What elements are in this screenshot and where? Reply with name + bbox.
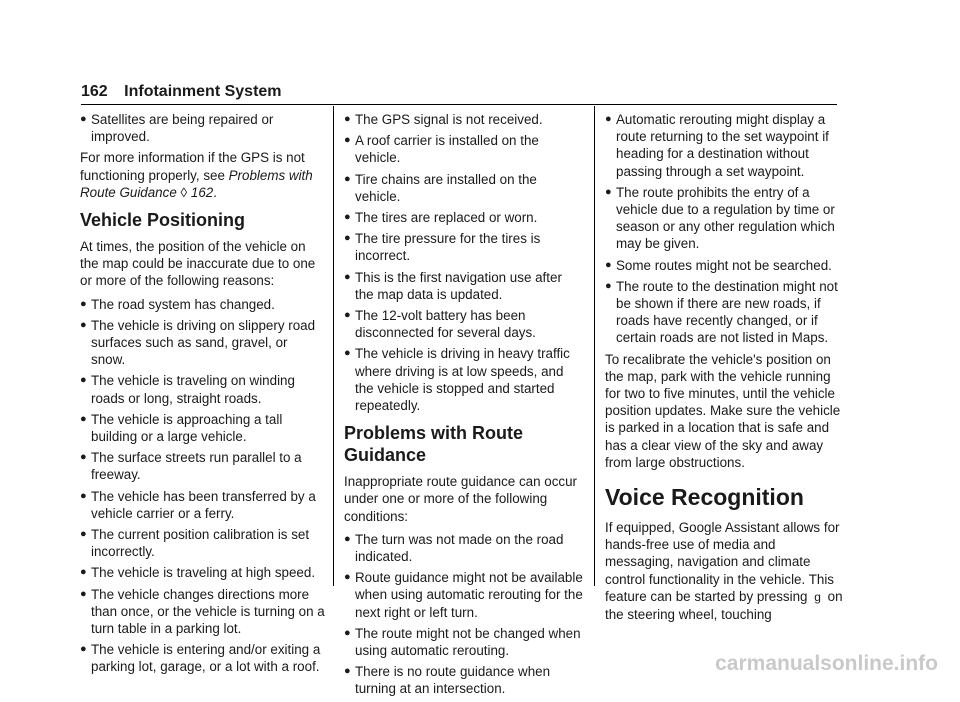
header-rule <box>81 104 837 105</box>
column-3 <box>605 111 845 629</box>
column-divider <box>333 106 334 586</box>
list-item: ● Route guidance might not be available when using automatic rerouting for the next right or left turn. <box>344 570 583 620</box>
bullet-icon: ● <box>80 412 87 425</box>
bullet-icon: ● <box>80 297 87 310</box>
list-item: ● The vehicle has been transferred by a vehicle carrier or a ferry. <box>80 488 316 521</box>
bullet-icon: ● <box>344 571 351 584</box>
intro-paragraph: At times, the position of the vehicle on the map could be inaccurate due to one or more of the following reasons: <box>80 239 316 289</box>
bullet-icon: ● <box>80 489 87 502</box>
bullet-icon: ● <box>344 211 351 224</box>
watermark: carmanualsonline.info <box>715 652 938 675</box>
gps-reference-paragraph: For more information if the GPS is not functioning properly, see Problems with Route Guidance ◊ 162. <box>80 150 313 200</box>
section-heading-large: Voice Recognition <box>605 484 804 511</box>
bullet-list <box>605 111 845 347</box>
bullet-icon: ● <box>344 232 351 245</box>
bullet-icon: ● <box>605 279 612 292</box>
section-heading: Vehicle Positioning <box>80 210 246 231</box>
list-item: ● The vehicle is entering and/or exiting a parking lot, garage, or a lot with a roof. <box>80 642 321 675</box>
bullet-icon: ● <box>344 626 351 639</box>
column-divider <box>594 106 595 586</box>
bullet-icon: ● <box>344 347 351 360</box>
list-item: ● The current position calibration is set incorrectly. <box>80 527 310 560</box>
list-item: ● The vehicle is traveling on winding roads or long, straight roads. <box>80 373 295 406</box>
list-item: ● The road system has changed. <box>80 296 275 312</box>
intro-paragraph: Inappropriate route guidance can occur under one or more of the following conditions: <box>344 474 578 524</box>
list-item: ● The vehicle is traveling at high speed. <box>80 565 316 581</box>
voice-paragraph: If equipped, Google Assistant allows for hands-free use of media and messaging, navigation and climate control functionality in the vehicle. This feature can be started by pressing g on the steering wheel, touching <box>605 520 843 623</box>
list-item: ● The surface streets run parallel to a freeway. <box>80 450 302 483</box>
bullet-icon: ● <box>605 185 612 198</box>
bullet-icon: ● <box>605 113 612 125</box>
cross-reference-link[interactable]: Problems with Route Guidance <box>80 167 313 200</box>
recalibrate-paragraph: To recalibrate the vehicle's position on the map, park with the vehicle running for two to five minutes, until the vehicle position updates. Make sure the vehicle is parked in a location that is safe and has a clear view of the sky and away from large obstructions. <box>605 351 841 470</box>
list-item: ● The tire pressure for the tires is incorrect. <box>344 231 541 264</box>
bullet-list <box>344 531 584 698</box>
bullet-icon: ● <box>344 532 351 545</box>
list-item: ● The vehicle is driving on slippery road surfaces such as sand, gravel, or snow. <box>80 317 316 368</box>
list-item: ● The route to the destination might not be shown if there are new roads, if roads have recently changed, or if certain roads are not listed in Maps. <box>605 278 838 346</box>
bullet-icon: ● <box>80 528 87 541</box>
bullet-list <box>344 111 584 414</box>
list-item: ● The vehicle changes directions more than once, or the vehicle is turning on a turn table in a parking lot. <box>80 586 325 637</box>
bullet-icon: ● <box>80 113 87 125</box>
bullet-icon: ● <box>80 566 87 579</box>
list-item: ● The vehicle is approaching a tall building or a large vehicle. <box>80 411 283 445</box>
list-item: ● The route might not be changed when using automatic rerouting. <box>344 625 581 659</box>
list-item: ● The 12-volt battery has been disconnected for several days. <box>344 308 536 341</box>
list-item: ● There is no route guidance when turning at an intersection. <box>344 664 551 697</box>
list-item: ● A roof carrier is installed on the vehicle. <box>344 133 539 166</box>
page-ref-icon: ◊ <box>180 184 188 200</box>
bullet-icon: ● <box>344 665 351 678</box>
column-2 <box>344 111 584 702</box>
list-item: ● This is the first navigation use after the map data is updated. <box>344 269 562 302</box>
bullet-icon: ● <box>80 643 87 656</box>
section-title: Infotainment System <box>124 83 282 100</box>
bullet-icon: ● <box>80 374 87 387</box>
list-item: ● Some routes might not be searched. <box>605 257 832 273</box>
list-item: ● Tire chains are installed on the vehicle. <box>344 171 537 204</box>
bullet-icon: ● <box>80 587 87 600</box>
bullet-icon: ● <box>344 270 351 283</box>
column-1 <box>80 111 325 680</box>
bullet-icon: ● <box>80 451 87 464</box>
bullet-icon: ● <box>80 318 87 331</box>
list-item: ● The route prohibits the entry of a vehicle due to a regulation by time or season or any other regulation which may be given. <box>605 184 835 252</box>
bullet-list <box>80 296 325 676</box>
bullet-icon: ● <box>344 113 351 125</box>
list-item: ● The vehicle is driving in heavy traffic where driving is at low speeds, and the vehicle is stopped and started repeatedly. <box>344 346 570 414</box>
running-head <box>81 83 282 101</box>
list-item: ● Satellites are being repaired or improved. <box>80 112 274 145</box>
section-heading: Problems with Route Guidance <box>344 423 524 466</box>
list-item: ● Automatic rerouting might display a route returning to the set waypoint if heading for a destination without passing through a set waypoint. <box>605 112 829 179</box>
list-item: ● The turn was not made on the road indicated. <box>344 531 564 565</box>
bullet-list <box>80 111 325 145</box>
bullet-icon: ● <box>344 172 351 185</box>
bullet-icon: ● <box>344 134 351 147</box>
bullet-icon: ● <box>605 258 612 271</box>
list-item: ● The GPS signal is not received. <box>344 112 543 127</box>
cross-reference-page[interactable]: 162 <box>190 184 214 200</box>
page-number: 162 <box>81 83 108 100</box>
voice-button-icon: g <box>814 589 821 604</box>
bullet-icon: ● <box>344 309 351 322</box>
list-item: ● The tires are replaced or worn. <box>344 210 538 226</box>
